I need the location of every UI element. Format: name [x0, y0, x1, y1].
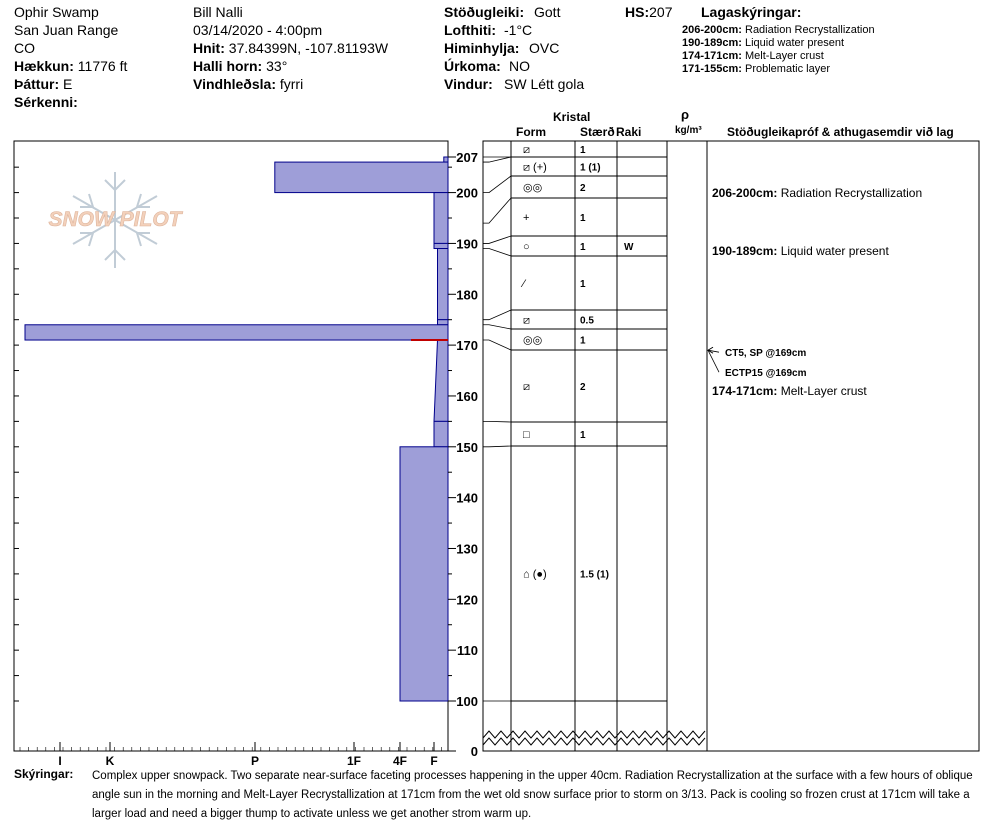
- layer-comment-range: 190-189cm:: [712, 244, 781, 258]
- hardness-layer: [434, 193, 448, 244]
- layer-comment-range: 174-171cm:: [712, 384, 781, 398]
- height-axis-label: 150: [456, 439, 478, 455]
- grain-size: 1: [580, 213, 586, 224]
- logo-text: SNOW PILOT: [48, 208, 182, 231]
- legend-text: Problematic layer: [745, 63, 830, 75]
- state: CO: [14, 40, 35, 56]
- density-unit-header: kg/m³: [675, 125, 702, 136]
- datetime: 03/14/2020 - 4:00pm: [193, 22, 323, 38]
- hardness-label: I: [58, 754, 62, 768]
- air-temp-label: Lofthiti:: [444, 22, 497, 38]
- legend-text: Liquid water present: [745, 37, 845, 49]
- wind-label: Vindur:: [444, 76, 493, 92]
- grain-size: 1: [580, 242, 586, 253]
- legend-text: Melt-Layer crust: [745, 50, 824, 62]
- moisture-header: Raki: [616, 125, 642, 139]
- height-axis-label: 160: [456, 388, 478, 404]
- grain-form: +: [523, 212, 530, 224]
- grain-size: 2: [580, 382, 586, 393]
- stability-test: CT5, SP @169cm: [725, 348, 807, 360]
- layer-connector: [483, 310, 511, 320]
- hardness-layer: [434, 340, 448, 421]
- grain-form: ○: [523, 241, 530, 253]
- height-axis-label: 190: [456, 236, 478, 252]
- form-header: Form: [516, 125, 546, 139]
- height-axis-label: 0: [470, 744, 478, 759]
- aspect-label: Þáttur:: [14, 76, 60, 92]
- height-axis-label: 170: [456, 338, 478, 354]
- features-label: Sérkenni:: [14, 94, 78, 110]
- hs-label: HS:: [625, 4, 650, 20]
- layer-comment: [712, 384, 867, 398]
- tests-area: [708, 186, 922, 398]
- grain-form: □: [523, 429, 530, 441]
- layer-comment-text: Melt-Layer crust: [780, 384, 867, 398]
- grain-form: ◎◎: [523, 334, 543, 347]
- observer: Bill Nalli: [193, 4, 243, 20]
- layer-connector: [483, 325, 511, 329]
- layer-connector: [483, 421, 511, 422]
- coords-label: Hnit:: [193, 40, 225, 56]
- layer-connector: [483, 446, 511, 447]
- layer-connector: [483, 236, 511, 243]
- grain-size: 1: [580, 430, 586, 441]
- grain-form: ⧄: [523, 381, 530, 393]
- height-axis-label: 207: [456, 150, 478, 165]
- slope-label: Halli horn:: [193, 58, 263, 74]
- sky-label: Himinhylja:: [444, 40, 520, 56]
- slope-value: 33°: [266, 58, 288, 74]
- legend-title: Lagaskýringar:: [701, 4, 802, 20]
- elevation-value: 11776 ft: [77, 58, 128, 74]
- range: San Juan Range: [14, 22, 119, 38]
- axis-break: [483, 738, 705, 745]
- height-axis-label: 110: [457, 643, 478, 659]
- grain-size: 1.5 (1): [580, 569, 609, 581]
- coords-value: 37.84399N, -107.81193W: [228, 40, 389, 56]
- grain-form: ⌂ (●): [523, 568, 547, 581]
- left-ticks: [14, 167, 19, 701]
- layer-comment: [712, 186, 922, 200]
- height-axis-label: 200: [456, 185, 478, 201]
- hardness-layers: [25, 157, 448, 701]
- grain-size: 2: [580, 183, 586, 194]
- hardness-layer: [400, 447, 448, 701]
- hardness-layer: [438, 320, 449, 325]
- legend-range: 206-200cm:: [682, 24, 742, 36]
- grain-size: 1: [580, 279, 586, 290]
- grain-size: 1 (1): [580, 162, 601, 174]
- air-temp-value: -1°C: [504, 22, 533, 38]
- height-axis-label: 120: [456, 592, 478, 608]
- height-axis-label: 140: [456, 490, 478, 506]
- layer-comment-text: Liquid water present: [780, 244, 889, 258]
- layer-connector: [483, 157, 511, 162]
- elevation-label: Hækkun:: [14, 58, 74, 74]
- hardness-layer: [434, 421, 448, 446]
- location: Ophir Swamp: [14, 4, 99, 20]
- grain-form: ⧄: [523, 314, 530, 327]
- hardness-frame: [14, 141, 448, 751]
- crystal-header: Kristal: [553, 110, 591, 124]
- test-pointer: [708, 350, 719, 372]
- hardness-axis: [20, 742, 441, 768]
- hardness-label: K: [105, 754, 115, 768]
- height-axis-label: 100: [456, 694, 478, 709]
- precip-label: Úrkoma:: [444, 58, 501, 74]
- height-axis-label: 130: [456, 541, 478, 557]
- tests-header: Stöðugleikapróf & athugasemdir við lag: [727, 125, 954, 139]
- grain-size: 1: [580, 145, 586, 156]
- legend-range: 174-171cm:: [682, 50, 742, 62]
- hardness-layer: [275, 162, 448, 193]
- grain-form: ◎◎: [523, 182, 543, 194]
- precip-value: NO: [509, 58, 530, 74]
- rho-header: ρ: [681, 107, 690, 122]
- hardness-label: 1F: [346, 754, 362, 768]
- grain-table: [448, 141, 979, 759]
- grain-form: ⧄: [523, 144, 530, 156]
- hardness-label: 4F: [392, 754, 408, 768]
- axis-break: [483, 731, 705, 738]
- comments-text: Complex upper snowpack. Two separate near-surface faceting processes happening in the upper 40cm. Radiation Recrystallization at the surface with a few hours of oblique angle sun in the morning and Melt-Layer Recrystallization at 171cm from the wet old snow surface prior to storm on 3/13. Pack is cooling so frozen crust at 171cm will take a larger load and need a bigger thump to activate unless we get another strom warm up.: [92, 770, 973, 820]
- wind-value: SW Létt gola: [504, 76, 585, 92]
- snowpilot-logo: [49, 172, 184, 268]
- grain-size: 0.5: [580, 315, 594, 327]
- stability-test: ECTP15 @169cm: [725, 368, 807, 380]
- stability-label: Stöðugleiki:: [444, 4, 525, 20]
- hardness-label: P: [250, 754, 260, 768]
- grain-size: 1: [580, 335, 586, 347]
- size-header: Stærð: [580, 125, 615, 139]
- legend-range: 171-155cm:: [682, 63, 742, 75]
- sky-value: OVC: [529, 40, 560, 56]
- hardness-layer: [438, 249, 449, 320]
- legend-range: 190-189cm:: [682, 37, 742, 49]
- hardness-label: F: [430, 754, 438, 768]
- stability-value: Gott: [534, 4, 561, 20]
- wind-loading-value: fyrri: [279, 76, 304, 92]
- layer-comment-text: Radiation Recrystallization: [780, 186, 923, 200]
- height-axis-label: 180: [456, 287, 478, 303]
- layer-connector: [483, 198, 511, 223]
- hardness-layer: [444, 157, 448, 162]
- aspect-value: E: [63, 76, 73, 92]
- grain-moisture: W: [624, 242, 634, 253]
- wind-loading-label: Vindhleðsla:: [193, 76, 276, 92]
- layer-comment-range: 206-200cm:: [712, 186, 781, 200]
- comments-label: Skýringar:: [14, 767, 74, 781]
- layer-comment: [712, 244, 889, 258]
- legend-text: Radiation Recrystallization: [745, 24, 875, 36]
- grain-form: ⧄ (+): [523, 161, 547, 174]
- hardness-layer: [434, 243, 448, 248]
- layer-connector: [483, 340, 511, 350]
- layer-connector: [483, 249, 511, 256]
- hs-value: 207: [649, 4, 673, 20]
- hardness-layer: [25, 325, 448, 340]
- grain-form: ⁄: [523, 278, 525, 290]
- layer-connector: [483, 176, 511, 193]
